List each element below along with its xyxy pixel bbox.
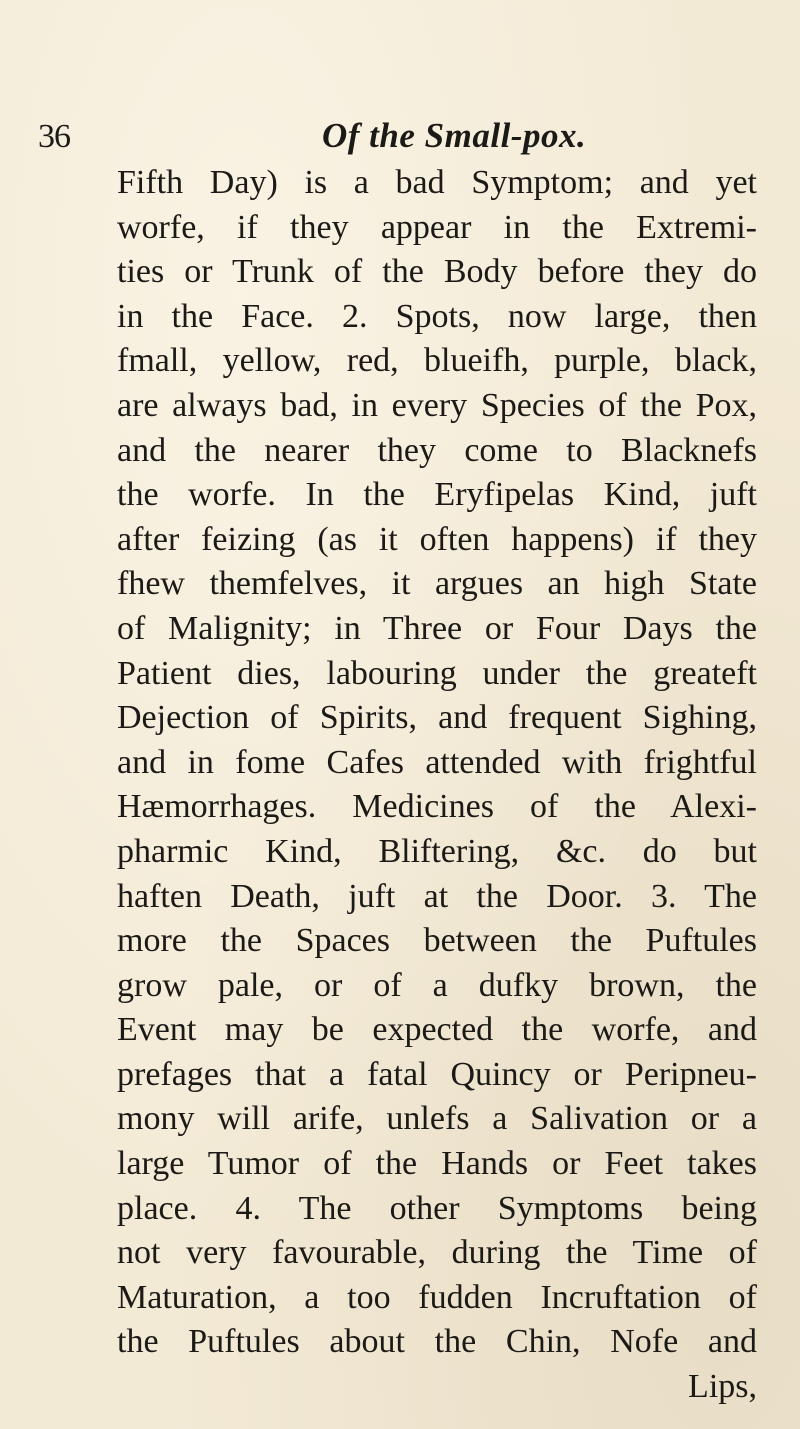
text-line: more the Spaces between the Puftules (117, 922, 757, 960)
text-line: the worfe. In the Eryfipelas Kind, juft (117, 476, 757, 514)
body-text (117, 161, 757, 1410)
text-line: fmall, yellow, red, blueifh, purple, black, (117, 342, 757, 380)
text-line: and in fome Cafes attended with frightful (117, 743, 757, 781)
text-line: not very favourable, during the Time of (117, 1234, 757, 1272)
running-head: Of the Small-pox. (322, 116, 587, 155)
text-line: worfe, if they appear in the Extremi- (117, 208, 757, 246)
text-line: Event may be expected the worfe, and (117, 1011, 757, 1049)
text-line: and the nearer they come to Blacknefs (117, 431, 757, 469)
text-line: in the Face. 2. Spots, now large, then (117, 297, 757, 335)
text-line: Fifth Day) is a bad Symptom; and yet (117, 164, 757, 201)
page-number: 36 (38, 118, 70, 155)
text-line: of Malignity; in Three or Four Days the (117, 609, 757, 647)
text-line: Maturation, a too fudden Incruftation of (117, 1278, 757, 1316)
text-line: haften Death, juft at the Door. 3. The (117, 877, 757, 915)
text-line: Dejection of Spirits, and frequent Sighing, (117, 699, 757, 737)
text-line: the Puftules about the Chin, Nofe and (117, 1323, 757, 1361)
text-line: prefages that a fatal Quincy or Peripneu- (117, 1055, 757, 1093)
text-line: Patient dies, labouring under the greateft (117, 654, 757, 692)
text-line: grow pale, or of a dufky brown, the (117, 966, 757, 1004)
text-line: large Tumor of the Hands or Feet takes (117, 1145, 757, 1183)
text-line: ties or Trunk of the Body before they do (117, 253, 757, 291)
text-line: pharmic Kind, Bliftering, &c. do but (117, 832, 757, 870)
text-line: after feizing (as it often happens) if they (117, 520, 757, 558)
text-line: place. 4. The other Symptoms being (117, 1189, 757, 1227)
catchword-line: Lips, (688, 1368, 757, 1406)
text-line: mony will arife, unlefs a Salivation or a (117, 1100, 757, 1138)
text-line: are always bad, in every Species of the Pox, (117, 386, 757, 424)
text-line: fhew themfelves, it argues an high State (117, 565, 757, 603)
text-line: Hæmorrhages. Medicines of the Alexi- (117, 788, 757, 826)
